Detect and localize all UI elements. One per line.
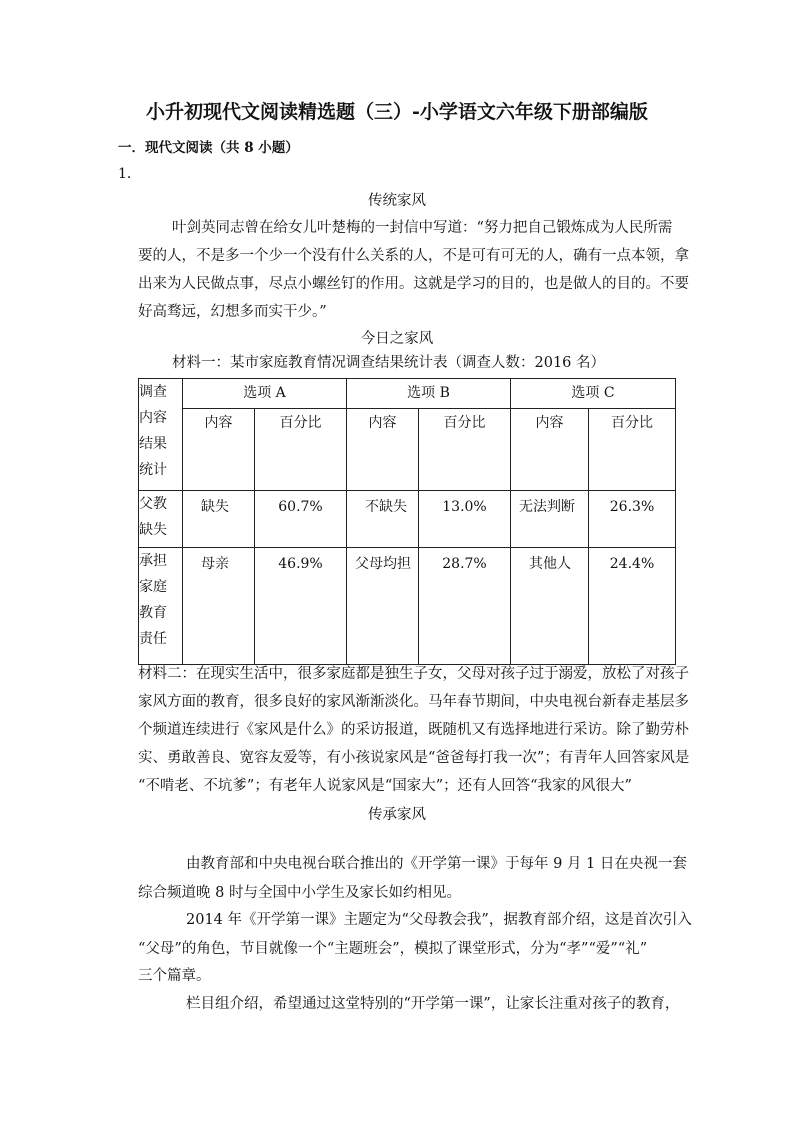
row-label-cell xyxy=(139,548,183,665)
corner-label-line: 统计 xyxy=(139,462,167,478)
table-header-row xyxy=(139,379,676,409)
table-caption: 材料一：某市家庭教育情况调查结果统计表（调查人数：2016 名） xyxy=(172,355,606,371)
table-cell: 不缺失 xyxy=(347,491,419,548)
row-label-line: 承担 xyxy=(139,553,167,569)
table-cell: 无法判断 xyxy=(511,491,589,548)
table-cell: 13.0% xyxy=(419,491,511,548)
table-cell: 母亲 xyxy=(183,548,255,665)
table-cell: 其他人 xyxy=(511,548,589,665)
row-label-line: 家庭 xyxy=(139,579,167,595)
corner-label-cell xyxy=(139,379,183,491)
passage1-line-1: 叶剑英同志曾在给女儿叶楚梅的一封信中写道：“努力把自己锻炼成为人民所需 xyxy=(172,220,673,236)
subheader-content: 内容 xyxy=(347,409,419,491)
table-cell: 缺失 xyxy=(183,491,255,548)
table-row xyxy=(139,491,676,548)
corner-label-line: 结果 xyxy=(139,436,167,452)
option-c-header: 选项 C xyxy=(511,379,676,409)
subheader-content: 内容 xyxy=(511,409,589,491)
passage3-para3-line-1: 栏目组介绍，希望通过这堂特别的“开学第一课”，让家长注重对孩子的教育， xyxy=(186,996,680,1012)
section-heading: 一．现代文阅读（共 8 小题） xyxy=(118,140,299,156)
question-number: 1． xyxy=(118,166,141,182)
passage1-heading: 传统家风 xyxy=(368,193,426,209)
passage1-line-4: 好高骛远，幻想多而实干少。” xyxy=(138,304,327,320)
table-cell: 24.4% xyxy=(589,548,676,665)
material2-line-2: 家风方面的教育，很多良好的家风渐渐淡化。马年春节期间，中央电视台新春走基层多 xyxy=(138,694,689,710)
passage1-line-2: 要的人，不是多一个少一个没有什么关系的人，不是可有可无的人，确有一点本领，拿 xyxy=(138,248,689,264)
material2-line-5: “不啃老、不坑爹”；有老年人说家风是“国家大”；还有人回答“我家的风很大” xyxy=(138,778,632,794)
subheader-percent: 百分比 xyxy=(255,409,347,491)
table-row xyxy=(139,548,676,665)
passage2-heading: 今日之家风 xyxy=(360,331,434,347)
corner-label-line: 内容 xyxy=(139,410,167,426)
row-label-cell xyxy=(139,491,183,548)
table-subheader-row xyxy=(139,409,676,491)
row-label-line: 父教 xyxy=(139,496,167,512)
table-cell: 28.7% xyxy=(419,548,511,665)
table-cell: 26.3% xyxy=(589,491,676,548)
survey-table xyxy=(138,378,676,665)
row-label-line: 教育 xyxy=(139,605,167,621)
passage3-para2-line-1: 2014 年《开学第一课》主题定为“父母教会我”，据教育部介绍，这是首次引入 xyxy=(186,912,692,928)
passage1-line-3: 出来为人民做点事，尽点小螺丝钉的作用。这就是学习的目的，也是做人的目的。不要 xyxy=(138,276,689,292)
material2-line-3: 个频道连续进行《家风是什么》的采访报道，既随机又有选择地进行采访。除了勤劳朴 xyxy=(138,722,689,738)
passage3-para2-line-3: 三个篇章。 xyxy=(138,968,211,984)
passage3-heading: 传承家风 xyxy=(368,807,426,823)
table-cell: 60.7% xyxy=(255,491,347,548)
subheader-content: 内容 xyxy=(183,409,255,491)
material2-line-1: 材料二：在现实生活中，很多家庭都是独生子女，父母对孩子过于溺爱，放松了对孩子 xyxy=(138,666,689,682)
row-label-line: 责任 xyxy=(139,631,167,647)
row-label-line: 缺失 xyxy=(139,522,167,538)
passage3-para2-line-2: “父母”的角色，节目就像一个“主题班会”，模拟了课堂形式，分为“孝”“爱”“礼” xyxy=(138,941,648,957)
subheader-percent: 百分比 xyxy=(419,409,511,491)
passage3-para1-line-1: 由教育部和中央电视台联合推出的《开学第一课》于每年 9 月 1 日在央视一套 xyxy=(186,856,687,872)
material2-line-4: 实、勇敢善良、宽容友爱等，有小孩说家风是“爸爸每打我一次”；有青年人回答家风是 xyxy=(138,750,690,766)
table-cell: 46.9% xyxy=(255,548,347,665)
table-cell: 父母均担 xyxy=(347,548,419,665)
passage3-para1-line-2: 综合频道晚 8 时与全国中小学生及家长如约相见。 xyxy=(138,885,461,901)
subheader-percent: 百分比 xyxy=(589,409,676,491)
page-title: 小升初现代文阅读精选题（三）-小学语文六年级下册部编版 xyxy=(146,101,648,123)
corner-label-line: 调查 xyxy=(139,384,167,400)
option-b-header: 选项 B xyxy=(347,379,511,409)
option-a-header: 选项 A xyxy=(183,379,347,409)
